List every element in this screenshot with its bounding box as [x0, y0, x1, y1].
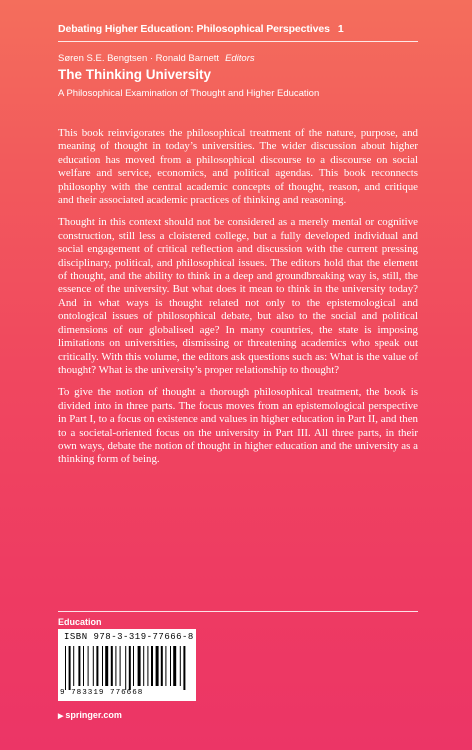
blurb-paragraph-1: This book reinvigorates the philosophical treatment of the nature, purpose, and meaning of thought in today’s universities. The wider discussion about higher education has moved from a philosophical discourse to a discourse on social welfare and service, economics, and political agendas. This book reconnects philosophy with the central academic concepts of thought, reason, and critique and their associated academic practices of thinking and reasoning.	[58, 127, 418, 207]
barcode-bar	[161, 646, 163, 686]
barcode-bar	[69, 646, 71, 690]
isbn-label: ISBN 978-3-319-77666-8	[64, 632, 194, 642]
series-number: 1	[337, 23, 344, 35]
publisher-url[interactable]	[58, 710, 122, 720]
barcode-bar	[83, 646, 84, 686]
series-title	[58, 23, 344, 35]
barcode-bar	[73, 646, 74, 686]
barcode-bar	[129, 646, 131, 690]
triangle-right-icon: ▶	[58, 713, 64, 720]
editors-line	[58, 53, 255, 64]
editors-role: Editors	[225, 53, 255, 64]
blurb	[58, 127, 418, 476]
series-name: Debating Higher Education: Philosophical Perspectives	[58, 23, 330, 35]
barcode-bar	[78, 646, 80, 686]
barcode-bar	[183, 646, 185, 690]
blurb-paragraph-2: Thought in this context should not be considered as a merely mental or cognitive construction, still less a cloistered college, but a fully developed individual and social engagement of critical reflection and discussion with the current pressing disciplinary, political, and philosophical issues. The editors hold that the element of thought, and the ability to think in a deep and groundbreaking way is, still, the essence of the university. But what does it mean to think in the university today? And in what ways is thought related not only to the epistemological and ontological issues of philosophical debate, but also to the social and political dimensions of our globalised age? In many countries, the state is imposing limitations on universities, dismissing or threatening academics who speak out critically. With this volume, the editors ask questions such as: What is the value of thought? What is the university’s proper relationship to thought?	[58, 216, 418, 376]
barcode-bar	[115, 646, 116, 686]
book-subtitle: A Philosophical Examination of Thought and Higher Education	[58, 88, 320, 99]
editor-names: Søren S.E. Bengtsen · Ronald Barnett	[58, 53, 220, 64]
barcode-bar	[111, 646, 113, 686]
barcode-bar	[125, 646, 126, 690]
barcode-bar	[102, 646, 103, 686]
barcode-bar	[133, 646, 134, 686]
barcode-bars	[64, 646, 190, 690]
blurb-paragraph-3: To give the notion of thought a thorough philosophical treatment, the book is divided into in three parts. The focus moves from an epistemological perspective in Part I, to a focus on existence and values in higher education in Part II, and then to a societal-oriented focus on the university in Part III. All three parts, in their own ways, debate the notion of thought in higher education and the university as a thinking form of being.	[58, 386, 418, 466]
barcode-bar	[138, 646, 141, 686]
barcode-bar	[96, 646, 98, 686]
series-divider	[58, 41, 418, 42]
barcode-bar	[156, 646, 159, 686]
isbn-digits: 9 783319 776668	[60, 689, 144, 697]
book-title: The Thinking University	[58, 67, 212, 82]
barcode-bar	[180, 646, 181, 686]
footer-divider	[58, 611, 418, 612]
barcode-bar	[170, 646, 171, 686]
barcode-bar	[143, 646, 144, 686]
barcode-bar	[93, 646, 94, 686]
category-label: Education	[58, 617, 102, 627]
barcode-bar	[173, 646, 176, 686]
barcode-bar	[151, 646, 153, 686]
barcode-bar	[105, 646, 108, 686]
barcode-bar	[165, 646, 166, 686]
barcode	[58, 629, 196, 701]
barcode-bar	[147, 646, 148, 686]
barcode-bar	[88, 646, 89, 686]
barcode-bar	[120, 646, 121, 686]
publisher-url-text: springer.com	[65, 710, 122, 720]
barcode-bar	[65, 646, 66, 690]
